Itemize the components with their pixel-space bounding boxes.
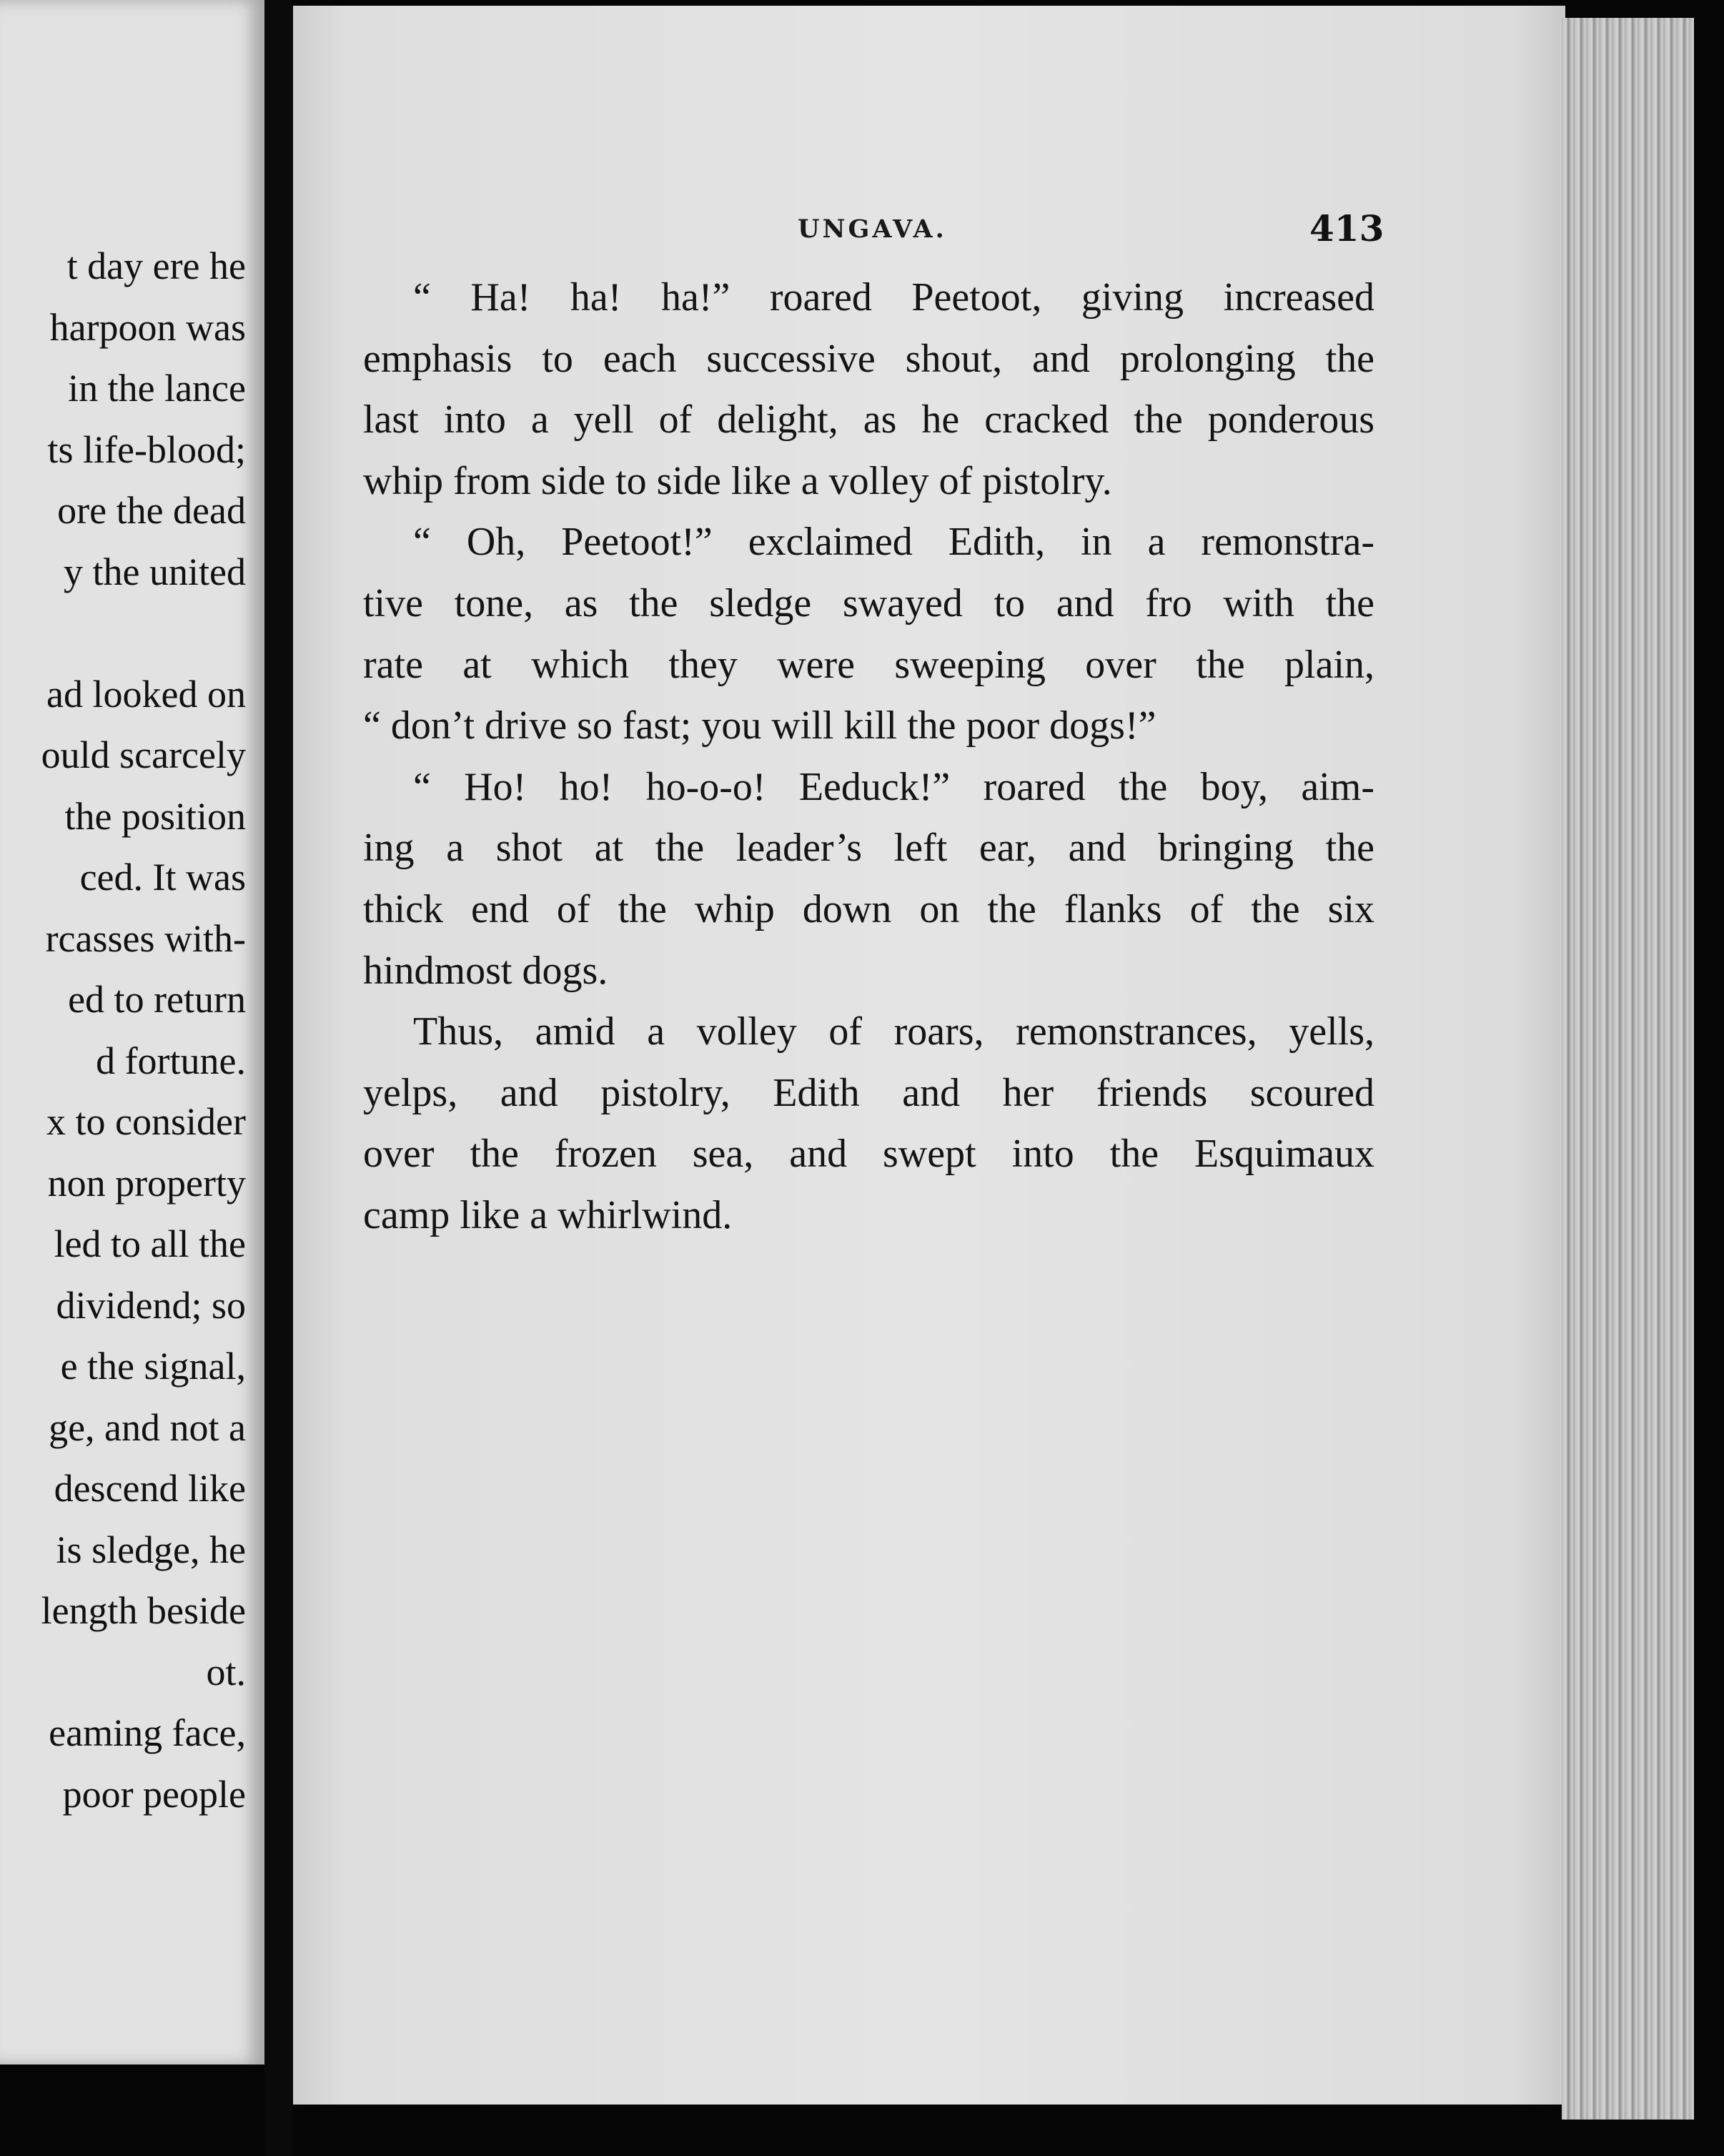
text-line: rate at which they were sweeping over the plain,: [363, 642, 1374, 687]
text-line: last into a yell of delight, as he cracked the ponderous: [363, 397, 1374, 442]
paragraph: [363, 512, 1374, 756]
text-line: whip from side to side like a volley of pistolry.: [363, 458, 1112, 503]
left-page: [0, 0, 264, 2064]
body-text: [363, 267, 1374, 1247]
left-line: y the united: [64, 550, 246, 593]
left-line: harpoon was: [49, 305, 246, 349]
left-line: d fortune.: [96, 1039, 246, 1082]
text-line: “ don’t drive so fast; you will kill the poor dogs!”: [363, 703, 1156, 748]
left-line: descend like: [54, 1467, 246, 1510]
left-line: t day ere he: [66, 244, 246, 287]
left-line: non property: [47, 1161, 246, 1205]
left-line: is sledge, he: [56, 1528, 246, 1571]
text-line: “ Ha! ha! ha!” roared Peetoot, giving increased: [413, 275, 1374, 320]
book-gutter: [264, 0, 293, 2156]
page-edges: [1562, 18, 1694, 2120]
paragraph: [363, 757, 1374, 1002]
left-line: rcasses with-: [45, 916, 246, 960]
left-line: ced. It was: [79, 856, 246, 899]
left-line: in the lance: [68, 367, 246, 410]
text-line: “ Oh, Peetoot!” exclaimed Edith, in a remonstra-: [413, 520, 1374, 565]
left-page-text: [41, 236, 246, 1825]
left-line: dividend; so: [56, 1283, 246, 1327]
text-line: hindmost dogs.: [363, 948, 608, 993]
left-line: ge, and not a: [49, 1405, 246, 1449]
left-line: ts life-blood;: [47, 427, 246, 471]
text-line: emphasis to each successive shout, and prolonging the: [363, 336, 1374, 381]
text-line: “ Ho! ho! ho-o-o! Eeduck!” roared the boy, aim-: [413, 764, 1374, 809]
left-line: poor people: [62, 1772, 246, 1816]
left-line: ot.: [206, 1650, 246, 1693]
left-line: [41, 603, 246, 664]
running-head: UNGAVA.: [798, 214, 947, 244]
text-line: ing a shot at the leader’s left ear, and bringing the: [363, 826, 1374, 871]
text-line: tive tone, as the sledge swayed to and fro with the: [363, 580, 1374, 625]
paragraph: [363, 1002, 1374, 1246]
text-line: yelps, and pistolry, Edith and her friends scoured: [363, 1070, 1374, 1115]
left-line: ore the dead: [57, 489, 246, 532]
text-line: Thus, amid a volley of roars, remonstrances, yells,: [413, 1009, 1374, 1054]
page-number: 413: [1309, 207, 1384, 249]
left-line: e the signal,: [60, 1345, 246, 1388]
left-line: the position: [64, 794, 246, 838]
left-line: length beside: [41, 1589, 246, 1632]
left-line: ad looked on: [46, 672, 246, 716]
text-line: camp like a whirlwind.: [363, 1192, 733, 1237]
left-line: led to all the: [54, 1222, 246, 1265]
text-line: over the frozen sea, and swept into the Esquimaux: [363, 1132, 1374, 1177]
left-line: ould scarcely: [41, 733, 246, 776]
paragraph: [363, 267, 1374, 512]
left-line: x to consider: [46, 1100, 246, 1143]
text-line: thick end of the whip down on the flanks of the six: [363, 886, 1374, 931]
left-line: eaming face,: [49, 1711, 246, 1754]
left-line: ed to return: [68, 978, 246, 1021]
